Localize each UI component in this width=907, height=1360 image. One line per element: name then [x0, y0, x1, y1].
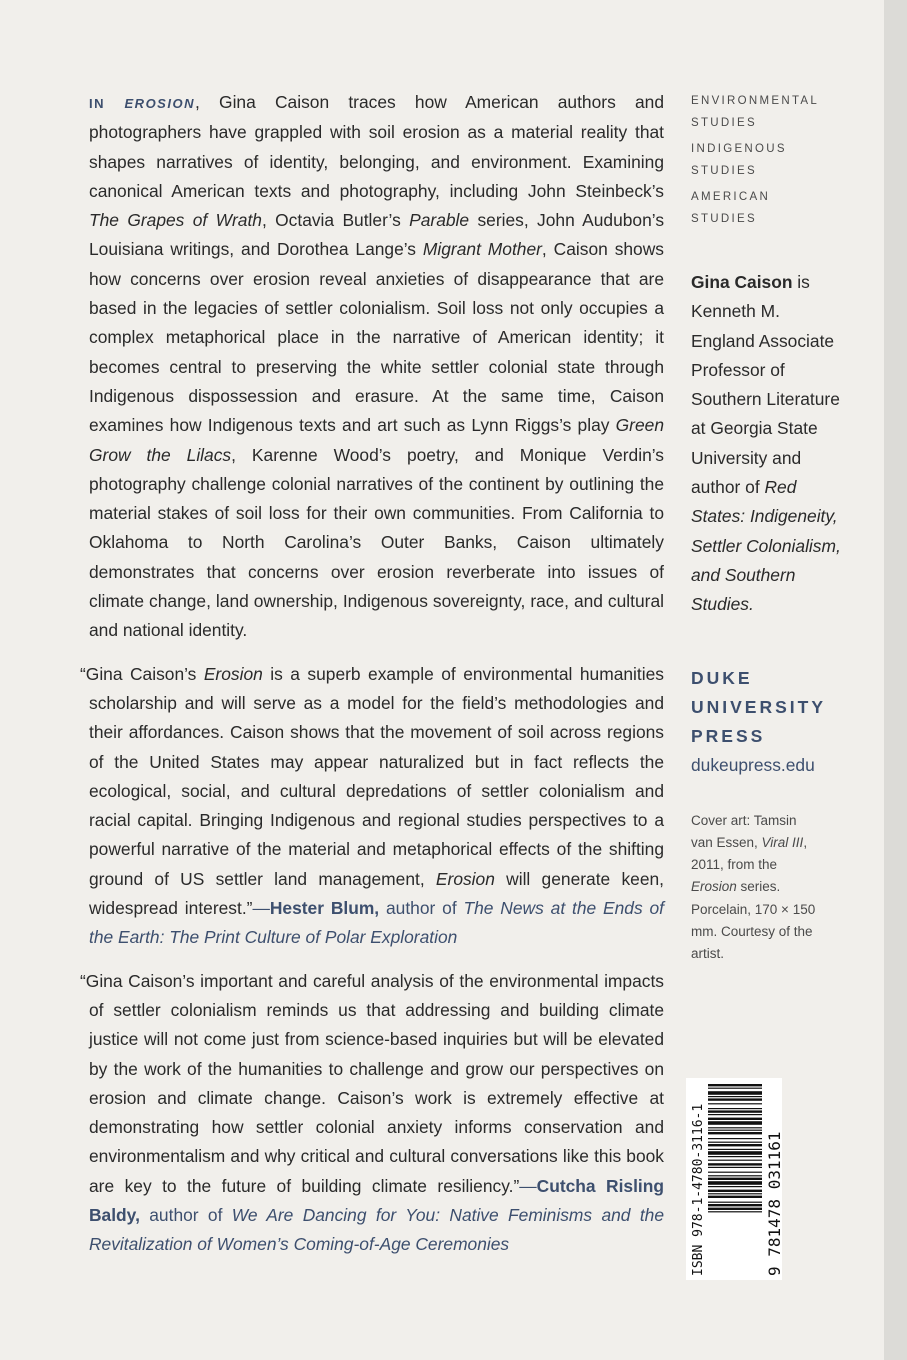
quote1-role: author of [379, 898, 464, 919]
barcode-bar [708, 1167, 762, 1168]
barcode-bar [708, 1196, 762, 1198]
publisher-url[interactable]: dukeupress.edu [691, 754, 815, 775]
description-blurb [89, 88, 664, 646]
main-column [80, 88, 665, 1274]
barcode-bar [708, 1151, 762, 1155]
quote1-text-1: “Gina Caison’s [80, 663, 204, 684]
endorsement-quote-2 [80, 967, 664, 1260]
barcode-bar [708, 1208, 762, 1210]
barcode-bar [708, 1178, 762, 1180]
barcode-bar [708, 1190, 762, 1192]
barcode-bar [708, 1163, 762, 1165]
barcode-bar [708, 1127, 762, 1128]
barcode-bar [708, 1211, 762, 1212]
publisher-line-3: PRESS [691, 725, 766, 746]
cover-credit-text-2: , 2011, from the [691, 834, 808, 873]
barcode-bar [708, 1118, 762, 1120]
quote2-author: Cutcha Risling Baldy, [89, 1175, 664, 1225]
blurb-title-4: Green Grow the Lilacs [89, 415, 664, 465]
barcode-bar [708, 1091, 762, 1095]
barcode-bar [708, 1114, 762, 1115]
blurb-text-2: , Octavia Butler’s [261, 210, 410, 231]
barcode-bar [708, 1204, 762, 1206]
quote2-book: We Are Dancing for You: Native Feminisms and the Revitalization of Women’s Coming-of-Age Ceremonies [89, 1204, 664, 1255]
blurb-lead-title: EROSION [124, 96, 195, 111]
quote1-dash: — [252, 898, 270, 919]
cover-credit-work: Viral III [761, 834, 804, 850]
publisher-line-1: DUKE [691, 667, 753, 688]
barcode-bar [708, 1144, 762, 1146]
quote1-title-1: Erosion [203, 663, 263, 684]
author-previous-book: Red States: Indigeneity, Settler Colonialism, and Southern Studies. [691, 477, 841, 615]
barcode-bar [708, 1110, 762, 1112]
barcode-digits: 9 781478 031161 [765, 1131, 784, 1276]
page-edge [884, 0, 907, 1360]
barcode-bar [708, 1096, 762, 1097]
barcode-bar [708, 1156, 762, 1157]
barcode-bar [708, 1130, 762, 1131]
author-bio-text: is Kenneth M. England Associate Professor of Southern Literature at Georgia State University and author of [691, 272, 840, 498]
subject-list [691, 90, 841, 230]
blurb-text-1: , Gina Caison traces how American authors and photographers have grappled with soil erosion as a material reality that shapes narratives of identity, belonging, and environment. Examining canonical American texts and photography, including John Steinbeck’s [89, 92, 664, 201]
barcode-bar [708, 1121, 762, 1125]
barcode-bar [708, 1138, 762, 1139]
publisher-logo [691, 664, 841, 751]
barcode-bar [708, 1172, 762, 1173]
quote2-role: author of [139, 1204, 232, 1225]
blurb-lead [89, 96, 195, 111]
cover-art-credit [691, 810, 816, 966]
cover-credit-text-3: series. Porcelain, 170 × 150 mm. Courtesy of the artist. [691, 879, 816, 962]
barcode-bar [708, 1142, 762, 1143]
barcode-bar [708, 1098, 762, 1100]
barcode-bar [708, 1186, 762, 1187]
barcode-bar [708, 1160, 762, 1161]
blurb-text-4: , Caison shows how concerns over erosion reveal anxieties of disappearance that are based in the legacies of settler colonialism. Soil loss not only occupies a complex metaphorical place in the narrative of American identity; it becomes central to preserving the white settler colonial state through Indigenous dispossession and erasure. At the same time, Caison examines how Indigenous texts and art such as Lynn Riggs’s play [89, 239, 664, 436]
barcode-bar [708, 1103, 762, 1104]
blurb-text-3: series, John Audubon’s Louisiana writings, and Dorothea Lange’s [89, 210, 665, 260]
blurb-title-3: Migrant Mother [422, 239, 542, 260]
quote1-author: Hester Blum, [269, 898, 380, 919]
subject-american: AMERICAN STUDIES [691, 191, 771, 225]
blurb-text-5: , Karenne Wood’s poetry, and Monique Verdin’s photography challenge colonial narratives of the continent by outlining the material stakes of soil loss for their own communities. From California to Oklahoma to North Carolina’s Outer Banks, Caison ultimately demonstrates that concerns over erosion reverberate into issues of climate change, land ownership, Indigenous sovereignty, race, and cultural and national identity. [89, 444, 664, 641]
endorsement-quote-1 [80, 660, 665, 953]
cover-credit-text-1: Cover art: Tamsin van Essen, [691, 812, 797, 850]
barcode-isbn-text: ISBN 978-1-4780-3116-1 [691, 1103, 706, 1276]
barcode-bar [708, 1149, 762, 1150]
barcode-bar [708, 1181, 762, 1185]
barcode-bar [708, 1193, 762, 1194]
barcode-bar [708, 1084, 762, 1086]
quote1-title-2: Erosion [435, 868, 495, 889]
subject-environmental: ENVIRONMENTAL STUDIES [691, 95, 819, 129]
side-column [691, 90, 841, 966]
barcode-bar [708, 1175, 762, 1176]
isbn-barcode [686, 1078, 782, 1280]
barcode-bar [708, 1202, 762, 1203]
quote1-text-3: will generate keen, widespread interest.” [89, 868, 664, 919]
author-bio [691, 268, 841, 620]
barcode-bar [708, 1132, 762, 1134]
blurb-lead-word: IN [89, 96, 105, 111]
barcode-bar [708, 1108, 762, 1109]
publisher-line-2: UNIVERSITY [691, 696, 827, 717]
author-name: Gina Caison [691, 272, 793, 292]
quote1-text-2: is a superb example of environmental humanities scholarship and will serve as a model for the field’s methodologies and their affordances. Caison shows that the movement of soil across regions of the United States may appear naturalized but in fact reflects the ecological, social, and cultural depredations of settler colonialism and racial capital. Bringing Indigenous and regional studies perspectives to a powerful narrative of the material and metaphorical effects of the shifting ground of US settler land management, [89, 663, 664, 889]
cover-credit-series: Erosion [691, 879, 737, 895]
blurb-title-2: Parable [409, 210, 470, 231]
barcode-bar [708, 1088, 762, 1089]
quote2-dash: — [519, 1175, 537, 1196]
blurb-title-1: The Grapes of Wrath [89, 210, 262, 231]
subject-indigenous: INDIGENOUS STUDIES [691, 143, 787, 177]
quote2-text: “Gina Caison’s important and careful analysis of the environmental impacts of settler colonialism reminds us that addressing and building climate justice will not come just from science-based inquiries but will be elevated by the work of the humanities to challenge and grow our perspectives on erosion and climate change. Caison’s work is extremely effective at demonstrating how settler colonial anxiety informs conservation and environmentalism and why critical and cultural conversations like this book are key to the future of building climate resiliency.” [80, 970, 664, 1196]
quote1-book: The News at the Ends of the Earth: The Print Culture of Polar Exploration [89, 898, 665, 948]
